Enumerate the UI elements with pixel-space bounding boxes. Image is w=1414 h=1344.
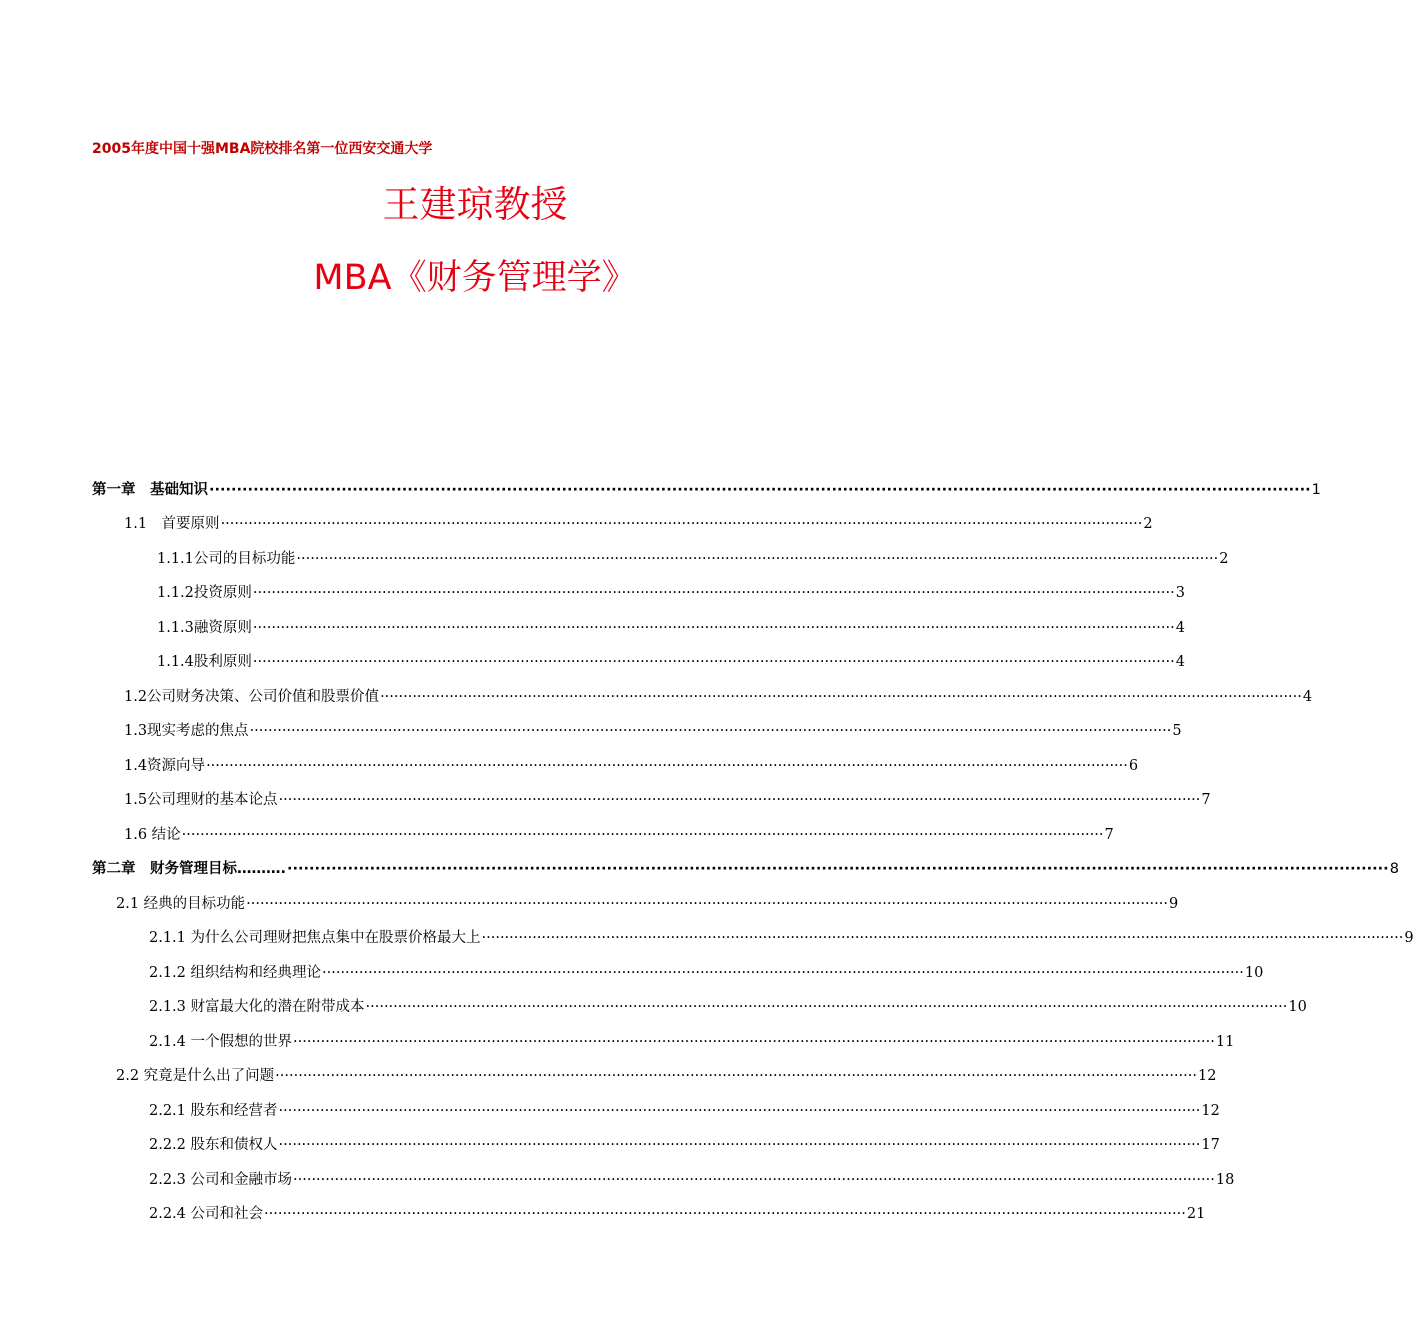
toc-entry-page: 7 [1201, 792, 1211, 808]
toc-entry-label: 2.1.1 为什么公司理财把焦点集中在股票价格最大上 [149, 930, 481, 946]
toc-entry-label: 2.1 经典的目标功能 [116, 896, 246, 912]
toc-entry-page: 1 [1311, 482, 1321, 498]
toc-entry-label: 1.3现实考虑的焦点 [124, 723, 249, 739]
toc-entry-page: 4 [1175, 620, 1185, 636]
toc-leader-dots: ········································································································································································································ [220, 516, 1143, 532]
toc-entry-label: 1.6 结论 [124, 827, 181, 843]
toc-entry-page: 7 [1104, 827, 1114, 843]
toc-entry-page: 17 [1201, 1137, 1220, 1153]
toc-leader-dots: ········································································································································································································ [275, 1068, 1197, 1084]
toc-entry[interactable] [149, 926, 1414, 948]
toc-leader-dots: ········································································································································································································ [278, 1103, 1201, 1119]
toc-leader-dots: ········································································································································································································ [322, 965, 1244, 981]
toc-entry[interactable] [124, 788, 1211, 810]
toc-leader-dots: ········································································································································································································ [252, 585, 1175, 601]
toc-entry[interactable] [157, 650, 1185, 672]
toc-entry[interactable] [116, 1064, 1217, 1086]
toc-entry-label: 1.1.3融资原则 [157, 620, 252, 636]
toc-entry-page: 6 [1128, 758, 1139, 774]
toc-entry-page: 10 [1288, 999, 1307, 1015]
toc-entry-label: 2.2.1 股东和经营者 [149, 1103, 278, 1119]
toc-leader-dots: ········································································································································································································ [293, 1172, 1215, 1188]
toc-entry-label: 2.2.2 股东和债权人 [149, 1137, 278, 1153]
toc-leader-dots: ········································································································································································································ [278, 1137, 1201, 1153]
toc-entry-page: 4 [1302, 689, 1313, 705]
toc-entry-label: 第二章 财务管理目标………. [92, 861, 287, 877]
toc-leader-dots: ········································································································································································································ [206, 758, 1128, 774]
toc-entry[interactable] [157, 616, 1185, 638]
toc-entry-page: 11 [1215, 1034, 1235, 1050]
toc-entry-label: 1.5公司理财的基本论点 [124, 792, 278, 808]
toc-leader-dots: ········································································································································································································ [264, 1206, 1186, 1222]
toc-entry[interactable] [124, 685, 1313, 707]
toc-entry-label: 1.2公司财务决策、公司价值和股票价值 [124, 689, 380, 705]
toc-leader-dots: ········································································································································································································ [287, 861, 1389, 877]
toc-entry-page: 10 [1244, 965, 1264, 981]
toc-entry[interactable] [149, 1168, 1235, 1190]
toc-entry-page: 4 [1175, 654, 1185, 670]
subtitle: 2005年度中国十强MBA院校排名第一位西安交通大学 [92, 141, 433, 157]
toc-leader-dots: ········································································································································································································ [278, 792, 1201, 808]
toc-entry[interactable] [149, 961, 1264, 983]
toc-entry[interactable] [124, 719, 1182, 741]
toc-leader-dots: ········································································································································································································ [181, 827, 1104, 843]
toc-entry[interactable] [124, 512, 1153, 534]
toc-leader-dots: ········································································································································································································ [252, 654, 1175, 670]
toc-entry[interactable] [149, 1202, 1206, 1224]
toc-leader-dots: ········································································································································································································ [481, 930, 1404, 946]
toc-entry[interactable] [157, 547, 1229, 569]
toc-entry[interactable] [92, 478, 1321, 500]
toc-leader-dots: ········································································································································································································ [209, 482, 1311, 498]
toc-entry-page: 12 [1198, 1068, 1217, 1084]
toc-entry[interactable] [149, 1030, 1235, 1052]
toc-entry-label: 1.1.1公司的目标功能 [157, 551, 296, 567]
course-title: MBA《财务管理学》 [313, 258, 637, 298]
toc-entry-page: 12 [1201, 1103, 1220, 1119]
toc-entry[interactable] [116, 892, 1179, 914]
toc-entry-label: 1.1 首要原则 [124, 516, 220, 532]
toc-leader-dots: ········································································································································································································ [296, 551, 1219, 567]
toc-entry-page: 9 [1169, 896, 1179, 912]
toc-entry[interactable] [149, 995, 1307, 1017]
toc-entry-label: 2.2 究竟是什么出了问题 [116, 1068, 275, 1084]
toc-entry[interactable] [124, 823, 1114, 845]
toc-entry-page: 2 [1143, 516, 1153, 532]
toc-entry-page: 2 [1219, 551, 1229, 567]
toc-leader-dots: ········································································································································································································ [293, 1034, 1215, 1050]
toc-leader-dots: ········································································································································································································ [246, 896, 1168, 912]
toc-entry-label: 2.1.4 一个假想的世界 [149, 1034, 293, 1050]
toc-entry-label: 1.4资源向导 [124, 758, 206, 774]
toc-entry-page: 21 [1186, 1206, 1206, 1222]
toc-entry-label: 2.2.4 公司和社会 [149, 1206, 264, 1222]
author-title: 王建琼教授 [382, 183, 568, 226]
toc-entry-page: 8 [1389, 861, 1399, 877]
toc-entry-label: 2.1.3 财富最大化的潜在附带成本 [149, 999, 365, 1015]
toc-entry-label: 2.1.2 组织结构和经典理论 [149, 965, 322, 981]
toc-entry[interactable] [92, 857, 1399, 879]
toc-leader-dots: ········································································································································································································ [252, 620, 1175, 636]
toc-entry-page: 5 [1172, 723, 1182, 739]
toc-entry-page: 9 [1404, 930, 1414, 946]
toc-entry-label: 1.1.2投资原则 [157, 585, 252, 601]
toc-leader-dots: ········································································································································································································ [249, 723, 1172, 739]
toc-entry[interactable] [149, 1133, 1220, 1155]
toc-entry-page: 18 [1215, 1172, 1235, 1188]
toc-entry-label: 2.2.3 公司和金融市场 [149, 1172, 293, 1188]
toc-leader-dots: ········································································································································································································ [380, 689, 1302, 705]
toc-entry-page: 3 [1175, 585, 1185, 601]
toc-entry[interactable] [157, 581, 1185, 603]
toc-entry-label: 第一章 基础知识 [92, 482, 208, 498]
toc-leader-dots: ········································································································································································································ [365, 999, 1288, 1015]
toc-entry[interactable] [124, 754, 1139, 776]
toc-entry[interactable] [149, 1099, 1220, 1121]
toc-entry-label: 1.1.4股利原则 [157, 654, 252, 670]
